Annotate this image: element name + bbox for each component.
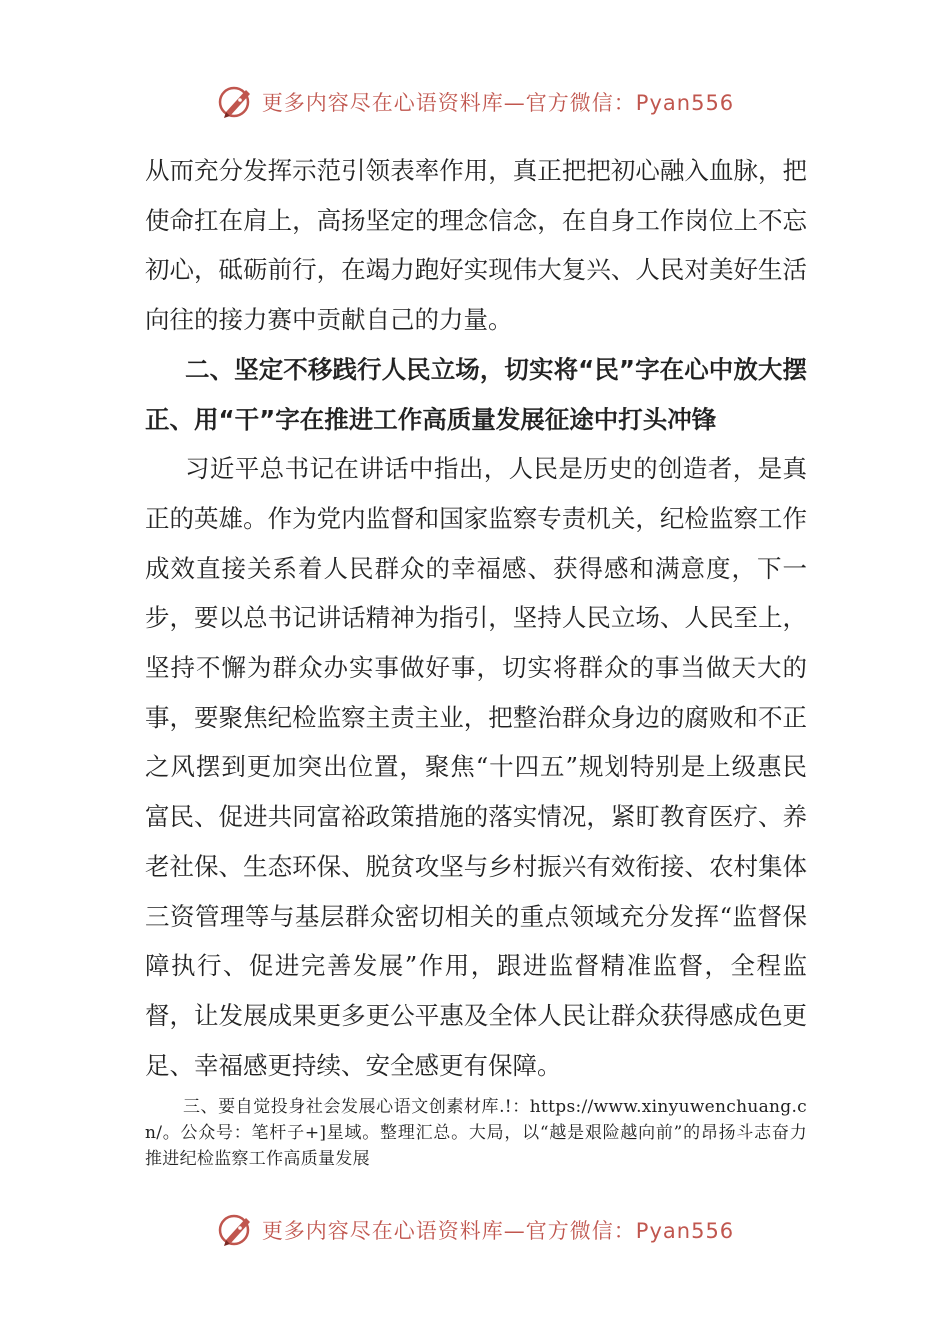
pen-nib-logo-icon [216, 82, 256, 122]
banner-text: 更多内容尽在心语资料库—官方微信：Pyan556 [261, 91, 735, 115]
header-banner [0, 80, 950, 124]
document-body [145, 146, 807, 1090]
section-heading: 二、坚定不移践行人民立场，切实将“民”字在心中放大摆正、用“干”字在推进工作高质量发展征途中打头冲锋 [145, 354, 807, 434]
pen-nib-logo-icon [216, 1210, 256, 1250]
body-paragraph: 习近平总书记在讲话中指出，人民是历史的创造者，是真正的英雄。作为党内监督和国家监察专责机关，纪检监察工作成效直接关系着人民群众的幸福感、获得感和满意度，下一步，要以总书记讲话精神为指引，坚持人民立场、人民至上，坚持不懈为群众办实事做好事，切实将群众的事当做天大的事，要聚焦纪检监察主责主业，把整治群众身边的腐败和不正之风摆到更加突出位置，聚焦“十四五”规划特别是上级惠民富民、促进共同富裕政策措施的落实情况，紧盯教育医疗、养老社保、生态环保、脱贫攻坚与乡村振兴有效衔接、农村集体三资管理等与基层群众密切相关的重点领域充分发挥“监督保障执行、促进完善发展”作用，跟进监督精准监督，全程监督，让发展成果更多更公平惠及全体人民让群众获得感成色更足、幸福感更持续、安全感更有保障。 [145, 454, 807, 1080]
body-paragraph: 从而充分发挥示范引领表率作用，真正把把初心融入血脉，把使命扛在肩上，高扬坚定的理念信念，在自身工作岗位上不忘初心，砥砺前行，在竭力跑好实现伟大复兴、人民对美好生活向往的接力赛中贡献自己的力量。 [145, 156, 807, 335]
footer-banner [0, 1208, 950, 1252]
banner-text: 更多内容尽在心语资料库—官方微信：Pyan556 [261, 1219, 735, 1243]
section-paragraph-small: 三、要自觉投身社会发展心语文创素材库.!：https://www.xinyuwenchuang.cn/。公众号：笔杆子+]星域。整理汇总。大局，以“越是艰险越向前”的昂扬斗志奋力推进纪检监察工作高质量发展 [145, 1097, 807, 1169]
